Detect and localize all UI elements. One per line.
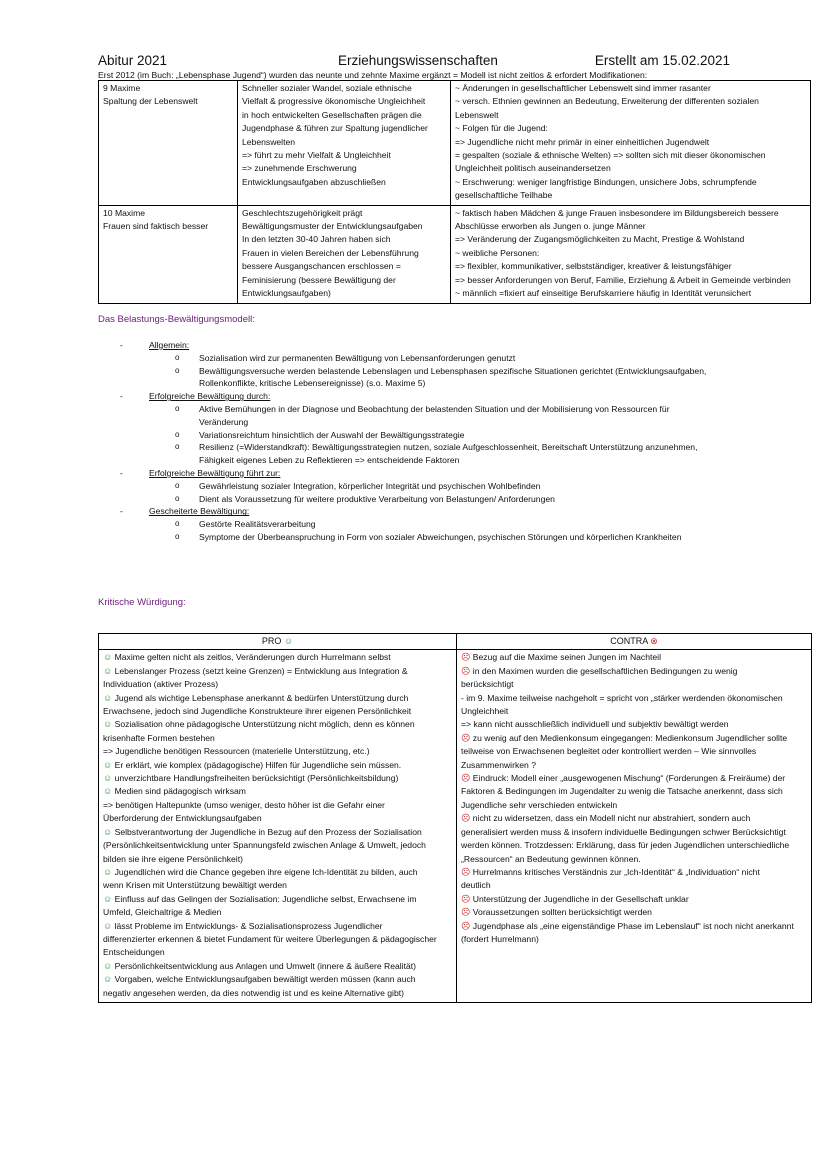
- smiley-icon: ☺: [103, 652, 113, 663]
- cell-text: (Persönlichkeitsentwicklung unter Spannungsfeld zwischen Anlage & Umwelt, jedoch: [103, 840, 426, 851]
- cell-text: => benötigen Haltepunkte (umso weniger, desto höher ist die Gefahr einer: [103, 799, 385, 810]
- maxime-title-cell: [99, 81, 238, 206]
- list-heading: Erfolgreiche Bewältigung führt zur:: [149, 467, 281, 478]
- cell-text: werden können. Trotzdessen: Erklärung, dass für jeden Jugendlichen unterschiedliche: [461, 840, 790, 851]
- cell-text: zu wenig auf den Medienkonsum eingegangen: Medienkonsum Jugendlicher sollte: [472, 732, 788, 743]
- cell-line: in hoch entwickelten Gesellschaften prägen die: [242, 109, 422, 120]
- cell-line: Lebenswelten: [242, 136, 296, 147]
- pro-contra-table: [98, 633, 812, 1003]
- cell-line: Entwicklungsaufgaben): [242, 288, 331, 299]
- frown-icon: ☹: [461, 773, 471, 784]
- cell-text: => kann nicht ausschließlich individuell und subjektiv bewältigt werden: [461, 719, 729, 730]
- cell-text: Einfluss auf das Gelingen der Sozialisation: Jugendliche selbst, Erwachsene im: [114, 893, 417, 904]
- frown-icon: ☹: [461, 652, 471, 663]
- cell-line: bessere Ausgangschancen erschlossen =: [242, 261, 401, 272]
- table-row: [99, 650, 812, 1003]
- cell-line: [461, 826, 807, 839]
- sub-list-line: Sozialisation wird zur permanenten Bewältigung von Lebensanforderungen genutzt: [199, 352, 516, 363]
- cell-line: [103, 678, 452, 691]
- cell-text: negativ angesehen werden, da dies notwendig ist und es keine Alternative gibt): [103, 987, 404, 998]
- pro-header: [99, 634, 457, 650]
- cell-text: Jugendliche sehr verschieden entwickeln: [461, 799, 618, 810]
- contra-header-label: CONTRA: [610, 636, 648, 646]
- cell-line: Jugendphase & führen zur Spaltung jugendlicher: [242, 123, 428, 134]
- header-left: Abitur 2021: [98, 53, 168, 68]
- cell-line: Ungleichheit politisch auseinandersetzen: [455, 163, 611, 174]
- pro-cell: [99, 650, 457, 1003]
- intro-note: Erst 2012 (im Buch: „Lebensphase Jugend“) wurden das neunte und zehnte Maxime ergänzt = Modell ist nicht zeitlos & erfordert Modifikationen:: [98, 70, 648, 80]
- cell-text: lässt Probleme im Entwicklungs- & Sozialisationsprozess Jugendlicher: [114, 920, 383, 931]
- cell-text: => Jugendliche benötigen Ressourcen (materielle Unterstützung, etc.): [103, 746, 370, 757]
- table-row: [99, 81, 811, 206]
- sub-list-line: Fähigkeit eigenes Leben zu Reflektieren => entscheidende Faktoren: [199, 455, 460, 466]
- cell-line: [103, 692, 452, 705]
- cell-line: => besser Anforderungen von Beruf, Familie, Erziehung & Arbeit in Gemeinde verbinden: [455, 274, 791, 285]
- cell-line: In den letzten 30-40 Jahren haben sich: [242, 234, 391, 245]
- cell-text: Entscheidungen: [103, 947, 165, 958]
- cell-line: [103, 732, 452, 745]
- smiley-icon: ☺: [103, 759, 113, 770]
- cell-line: Schneller sozialer Wandel, soziale ethnische: [242, 83, 412, 93]
- sub-list-line: Resilienz (=Widerstandkraft): Bewältigungsstrategien nutzen, soziale Aufgeschlossenheit, Bereitschaft Unterstützung anzunehmen,: [199, 442, 698, 453]
- cell-line: [103, 933, 452, 946]
- pro-header-label: PRO: [261, 636, 282, 646]
- cell-line: Lebenswelt: [455, 109, 499, 120]
- cell-text: Sozialisation ohne pädagogische Unterstützung nicht möglich, denn es können: [114, 719, 415, 730]
- smiley-icon: ☺: [103, 826, 113, 837]
- cell-line: [461, 906, 807, 919]
- maxime-table: [98, 80, 811, 304]
- frown-icon: ☹: [461, 866, 471, 877]
- sub-list-line: Symptome der Überbeanspruchung in Form von sozialer Abweichungen, psychischen Störungen und körperlichen Krankheiten: [199, 531, 682, 542]
- dash-bullet-icon: -: [120, 467, 123, 478]
- smiley-icon: ☺: [103, 866, 113, 877]
- cell-line: [103, 906, 452, 919]
- maxime-title: 9 Maxime: [103, 83, 141, 93]
- cell-line: [461, 799, 807, 812]
- maxime-right-cell: [451, 81, 811, 206]
- frown-icon: ☹: [461, 732, 471, 743]
- sub-list-item: [120, 441, 820, 467]
- smiley-icon: ☺: [103, 719, 113, 730]
- cell-line: ~ Erschwerung: weniger langfristige Bindungen, unsichere Jobs, schrumpfende: [455, 176, 757, 187]
- cell-text: bilden sie ihre eigene Persönlichkeit): [103, 853, 243, 864]
- sub-list-item: [120, 493, 820, 506]
- sub-list-line: Bewältigungsversuche werden belastende Lebenslagen und Lebensphasen spezifische Situationen gerichtet (Entwicklungsaufgaben,: [199, 365, 707, 376]
- sub-list-item: [120, 429, 820, 442]
- table-row: [99, 205, 811, 303]
- frown-icon: ☹: [461, 665, 471, 676]
- cell-line: [461, 678, 807, 691]
- cell-line: [103, 920, 452, 933]
- list-item: [120, 339, 820, 352]
- cell-text: (fordert Hurrelmann): [461, 933, 539, 944]
- dash-bullet-icon: -: [120, 340, 123, 350]
- cell-line: Frauen in vielen Bereichen der Lebensführung: [242, 247, 419, 258]
- page-header: [98, 53, 730, 69]
- cell-line: [461, 839, 807, 852]
- cell-text: Voraussetzungen sollten berücksichtigt werden: [472, 907, 652, 918]
- belastung-list: [120, 339, 820, 544]
- smiley-icon: ☺: [103, 893, 113, 904]
- cell-line: Bewältigungsmuster der Entwicklungsaufgaben: [242, 221, 423, 232]
- cell-line: [103, 651, 452, 664]
- cell-line: gesellschaftliche Teilhabe: [455, 190, 553, 201]
- cell-text: Zusammenwirken ?: [461, 759, 536, 770]
- cell-line: ~ faktisch haben Mädchen & junge Frauen insbesondere im Bildungsbereich bessere: [455, 207, 779, 218]
- cell-line: [103, 973, 452, 986]
- smiley-icon: ☺: [103, 920, 113, 931]
- sub-list-item: [120, 480, 820, 493]
- sub-list-line: Variationsreichtum hinsichtlich der Auswahl der Bewältigungsstrategie: [199, 429, 465, 440]
- sub-list-line: Aktive Bemühungen in der Diagnose und Beobachtung der belastenden Situation und der Mobilisierung von Ressourcen für: [199, 403, 670, 414]
- cell-text: Jugend als wichtige Lebensphase anerkannt & bedürfen Unterstützung durch: [114, 692, 409, 703]
- cell-line: [103, 759, 452, 772]
- cell-text: - im 9. Maxime teilweise nachgeholt = spricht von „stärker werdenden ökonomischen: [461, 692, 783, 703]
- cell-text: Faktoren & Bedingungen im Jugendalter zu wenig die Tatsache anerkennt, dass sich: [461, 786, 783, 797]
- cell-text: in den Maximen wurden die gesellschaftlichen Bedingungen zu wenig: [472, 665, 738, 676]
- cell-line: [461, 745, 807, 758]
- cell-line: = gespalten (soziale & ethnische Welten) => sollten sich mit dieser ökonomischen: [455, 150, 766, 161]
- list-item: [120, 467, 820, 480]
- maxime-middle-cell: [238, 81, 451, 206]
- cell-text: Individuation (aktiver Prozess): [103, 679, 219, 690]
- cell-text: Er erklärt, wie komplex (pädagogische) Hilfen für Jugendliche sein müssen.: [114, 759, 402, 770]
- cell-line: [461, 759, 807, 772]
- circle-bullet-icon: o: [175, 531, 180, 541]
- cell-line: ~ versch. Ethnien gewinnen an Bedeutung, Erweiterung der differenten sozialen: [455, 96, 759, 107]
- cell-text: Jugendlichen wird die Chance gegeben ihre eigene Ich-Identität zu bilden, auch: [114, 866, 418, 877]
- cell-text: nicht zu widersetzen, dass ein Modell nicht nur abstrahiert, sondern auch: [472, 813, 751, 824]
- cell-line: Geschlechtszugehörigkeit prägt: [242, 207, 363, 218]
- cell-line: [461, 665, 807, 678]
- cell-line: [461, 853, 807, 866]
- cell-line: [461, 692, 807, 705]
- cell-line: Entwicklungsaufgaben abzuschließen: [242, 176, 386, 187]
- sub-list-item: [120, 365, 820, 391]
- cell-line: [103, 960, 452, 973]
- cell-line: [103, 866, 452, 879]
- cell-line: [103, 785, 452, 798]
- frown-icon: ☹: [461, 813, 471, 824]
- cell-line: [103, 893, 452, 906]
- cell-line: [461, 812, 807, 825]
- circle-bullet-icon: o: [175, 365, 180, 375]
- cell-line: [103, 826, 452, 839]
- cell-text: Vorgaben, welche Entwicklungsaufgaben bewältigt werden müssen (kann auch: [114, 974, 416, 985]
- cell-text: differenzierter erkennen & bietet Fundament für weitere Überlegungen & pädagogischer: [103, 933, 437, 944]
- cell-text: Jugendphase als „eine eigenständige Phase im Lebenslauf“ ist noch nicht anerkannt: [472, 920, 794, 931]
- sub-list-item: [120, 518, 820, 531]
- cell-text: Selbstverantwortung der Jugendliche in Bezug auf den Prozess der Sozialisation: [114, 826, 422, 837]
- sub-list-line: Dient als Voraussetzung für weitere produktive Verarbeitung von Belastungen/ Anforderungen: [199, 493, 555, 504]
- cell-line: => flexibler, kommunikativer, selbstständiger, kreativer & leistungsfähiger: [455, 261, 732, 272]
- circle-bullet-icon: o: [175, 519, 180, 529]
- cell-line: => Jugendliche nicht mehr primär in einer einheitlichen Jugendwelt: [455, 136, 710, 147]
- cell-line: [103, 745, 452, 758]
- frown-icon: ☹: [461, 893, 471, 904]
- cell-line: [461, 732, 807, 745]
- maxime-middle-cell: [238, 205, 451, 303]
- cell-line: ~ weibliche Personen:: [455, 247, 540, 258]
- cell-line: Feminisierung (bessere Bewältigung der: [242, 274, 396, 285]
- cell-line: [461, 772, 807, 785]
- contra-header: [457, 634, 812, 650]
- cell-line: [103, 772, 452, 785]
- cell-line: [103, 853, 452, 866]
- cell-line: ~ Änderungen in gesellschaftlicher Lebenswelt sind immer rasanter: [455, 83, 711, 93]
- cell-line: ~ männlich =fixiert auf einseitige Berufskarriere häufig in Identität verunsichert: [455, 288, 752, 299]
- sub-list-line: Rollenkonflikte, kritische Lebensereignisse) (s.o. Maxime 5): [199, 378, 426, 389]
- circle-bullet-icon: o: [175, 493, 180, 503]
- cell-text: deutlich: [461, 880, 491, 891]
- cell-line: [103, 705, 452, 718]
- cell-line: [103, 718, 452, 731]
- cell-text: Unterstützung der Jugendliche in der Gesellschaft unklar: [472, 893, 689, 904]
- cell-text: Ungleichheit: [461, 706, 509, 717]
- smiley-icon: ☺: [103, 692, 113, 703]
- dash-bullet-icon: -: [120, 506, 123, 517]
- cell-line: Abschlüsse erworben als Jungen o. junge Männer: [455, 221, 646, 232]
- cell-line: => zunehmende Erschwerung: [242, 163, 357, 174]
- circle-bullet-icon: o: [175, 480, 180, 490]
- maxime-subtitle: Spaltung der Lebenswelt: [103, 96, 198, 107]
- cell-line: [461, 879, 807, 892]
- cell-line: [461, 718, 807, 731]
- cell-line: => führt zu mehr Vielfalt & Ungleichheit: [242, 150, 391, 161]
- cell-line: [461, 705, 807, 718]
- cell-line: [103, 946, 452, 959]
- cell-text: Bezug auf die Maxime seinen Jungen im Nachteil: [472, 652, 661, 663]
- frown-icon: ☹: [461, 907, 471, 918]
- cell-text: teilweise von Erwachsenen begleitet oder kontrolliert werden – Wie sinnvolles: [461, 746, 757, 757]
- circle-bullet-icon: o: [175, 429, 180, 439]
- sub-list-line: Gestörte Realitätsverarbeitung: [199, 519, 316, 530]
- cell-line: [103, 839, 452, 852]
- maxime-title-cell: [99, 205, 238, 303]
- circle-bullet-icon: o: [175, 442, 180, 452]
- circle-bullet-icon: o: [175, 403, 180, 413]
- cell-line: Vielfalt & progressive ökonomische Ungleichheit: [242, 96, 426, 107]
- cell-line: [461, 893, 807, 906]
- list-heading: Erfolgreiche Bewältigung durch:: [149, 391, 271, 402]
- sub-list-line: Veränderung: [199, 416, 249, 427]
- cell-text: Umfeld, Gleichaltrige & Medien: [103, 907, 222, 918]
- cell-text: „Ressourcen“ an Bedeutung gewinnen können.: [461, 853, 641, 864]
- smiley-icon: ☺: [103, 974, 113, 985]
- sub-list-item: [120, 531, 820, 544]
- cell-text: Medien sind pädagogisch wirksam: [114, 786, 246, 797]
- contra-cell: [457, 650, 812, 1003]
- section-title-belastung: Das Belastungs-Bewältigungsmodell:: [98, 314, 255, 325]
- cell-text: wenn Krisen mit Unterstützung bewältigt werden: [103, 880, 287, 891]
- maxime-subtitle: Frauen sind faktisch besser: [103, 221, 209, 232]
- header-title: Erziehungswissenschaften: [338, 53, 498, 68]
- list-heading: Allgemein:: [149, 340, 190, 350]
- smiley-icon: ☺: [283, 636, 294, 646]
- maxime-title: 10 Maxime: [103, 207, 146, 218]
- circle-bullet-icon: o: [175, 352, 180, 362]
- cell-line: [461, 933, 807, 946]
- cell-text: Überforderung der Entwicklungsaufgaben: [103, 813, 262, 824]
- cell-line: [461, 785, 807, 798]
- cell-line: [461, 651, 807, 664]
- cell-line: [103, 799, 452, 812]
- cell-text: krisenhafte Formen bestehen: [103, 732, 215, 743]
- cell-text: berücksichtigt: [461, 679, 514, 690]
- smiley-icon: ☺: [103, 665, 113, 676]
- cell-line: [103, 812, 452, 825]
- cell-text: unverzichtbare Handlungsfreiheiten berücksichtigt (Persönlichkeitsbildung): [114, 773, 399, 784]
- cell-text: Persönlichkeitsentwicklung aus Anlagen und Umwelt (innere & äußere Realität): [114, 960, 417, 971]
- cell-text: Lebenslanger Prozess (setzt keine Grenzen) = Entwicklung aus Integration &: [114, 665, 408, 676]
- table-header-row: [99, 634, 812, 650]
- section-title-kritik: Kritische Würdigung:: [98, 597, 186, 608]
- cell-line: [103, 987, 452, 1000]
- list-item: [120, 505, 820, 518]
- cell-line: ~ Folgen für die Jugend:: [455, 123, 548, 134]
- cell-text: Eindruck: Modell einer „ausgewogenen Mischung“ (Forderungen & Freiräume) der: [472, 773, 786, 784]
- dash-bullet-icon: -: [120, 391, 123, 402]
- cell-line: [103, 879, 452, 892]
- maxime-right-cell: [451, 205, 811, 303]
- list-item: [120, 390, 820, 403]
- cell-text: generalisiert werden muss & insofern individuelle Bedingungen schwer Berücksichtigt: [461, 826, 786, 837]
- cell-line: [461, 866, 807, 879]
- header-date: Erstellt am 15.02.2021: [594, 53, 730, 68]
- frown-icon: ⊗: [650, 636, 658, 646]
- sub-list-line: Gewährleistung sozialer Integration, körperlicher Integrität und psychischen Wohlbefinden: [199, 480, 541, 491]
- cell-line: [461, 920, 807, 933]
- smiley-icon: ☺: [103, 773, 113, 784]
- cell-line: => Veränderung der Zugangsmöglichkeiten zu Macht, Prestige & Wohlstand: [455, 234, 745, 245]
- cell-text: Maxime gelten nicht als zeitlos, Veränderungen durch Hurrelmann selbst: [114, 652, 391, 663]
- cell-line: [103, 665, 452, 678]
- cell-text: Hurrelmanns kritisches Verständnis zur „Ich-Identität“ & „Individuation“ nicht: [472, 866, 760, 877]
- list-heading: Gescheiterte Bewältigung:: [149, 506, 250, 517]
- sub-list-item: [120, 352, 820, 365]
- cell-text: Erwachsene, jedoch sind Jugendliche Konstrukteure ihrer eigenen Persönlichkeit: [103, 706, 412, 717]
- sub-list-item: [120, 403, 820, 429]
- smiley-icon: ☺: [103, 786, 113, 797]
- frown-icon: ☹: [461, 920, 471, 931]
- smiley-icon: ☺: [103, 960, 113, 971]
